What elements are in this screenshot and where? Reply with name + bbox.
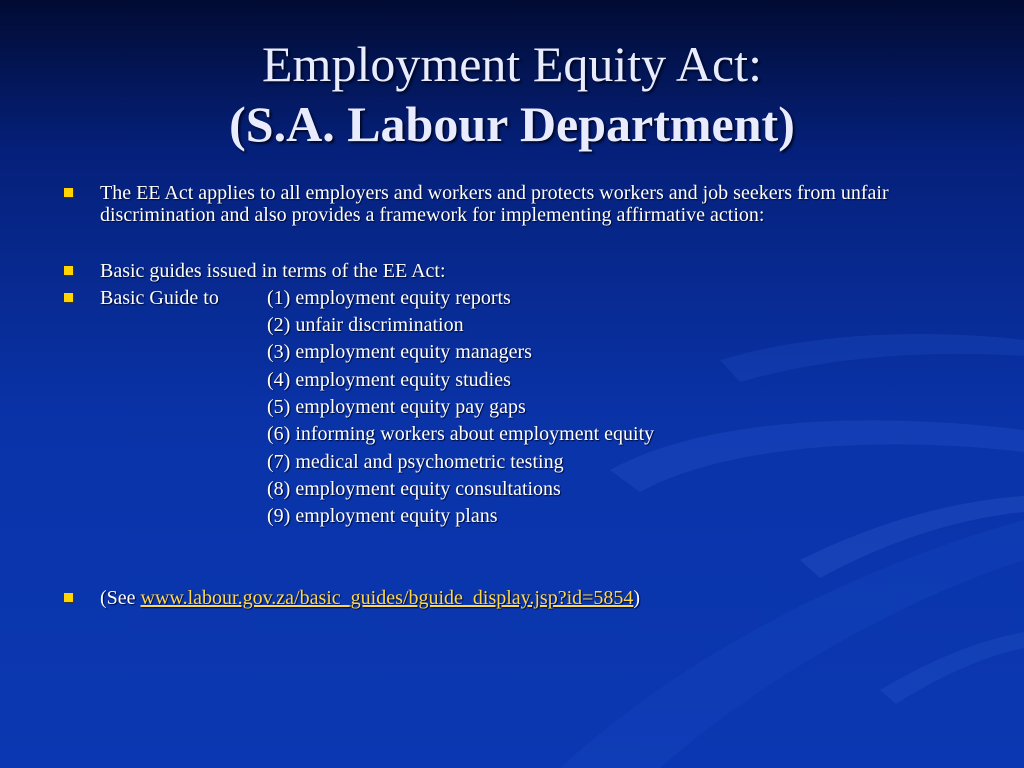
square-bullet-icon bbox=[64, 593, 73, 602]
square-bullet-icon bbox=[64, 266, 73, 275]
guide-list-item: (2) unfair discrimination bbox=[267, 314, 464, 336]
guide-list-item: (7) medical and psychometric testing bbox=[267, 451, 564, 473]
bullet-text: The EE Act applies to all employers and workers and protects workers and job seekers from unfair discrimination and also provides a framework for implementing affirmative action: bbox=[100, 182, 889, 226]
square-bullet-icon bbox=[64, 188, 73, 197]
guide-list-item: (6) informing workers about employment equity bbox=[267, 423, 655, 445]
guide-list-item: (4) employment equity studies bbox=[267, 369, 511, 391]
guide-list-item: (3) employment equity managers bbox=[267, 341, 532, 363]
see-suffix: ) bbox=[633, 587, 641, 609]
bullet-text: Basic Guide to bbox=[100, 287, 219, 309]
guide-list-item: (5) employment equity pay gaps bbox=[267, 396, 526, 418]
guide-list-item: (8) employment equity consultations bbox=[267, 478, 561, 500]
title-line-1: Employment Equity Act: bbox=[262, 36, 762, 92]
labour-guides-link[interactable]: www.labour.gov.za/basic_guides/bguide_display.jsp?id=5854 bbox=[140, 587, 634, 609]
square-bullet-icon bbox=[64, 293, 73, 302]
bullet-text: Basic guides issued in terms of the EE Act: bbox=[100, 260, 446, 282]
bullet-text bbox=[100, 587, 640, 609]
title-line-2: (S.A. Labour Department) bbox=[229, 96, 795, 152]
guide-list-item: (9) employment equity plans bbox=[267, 505, 498, 527]
see-prefix: (See bbox=[100, 587, 141, 609]
slide-title bbox=[0, 34, 1024, 154]
guide-list-item: (1) employment equity reports bbox=[267, 287, 511, 309]
